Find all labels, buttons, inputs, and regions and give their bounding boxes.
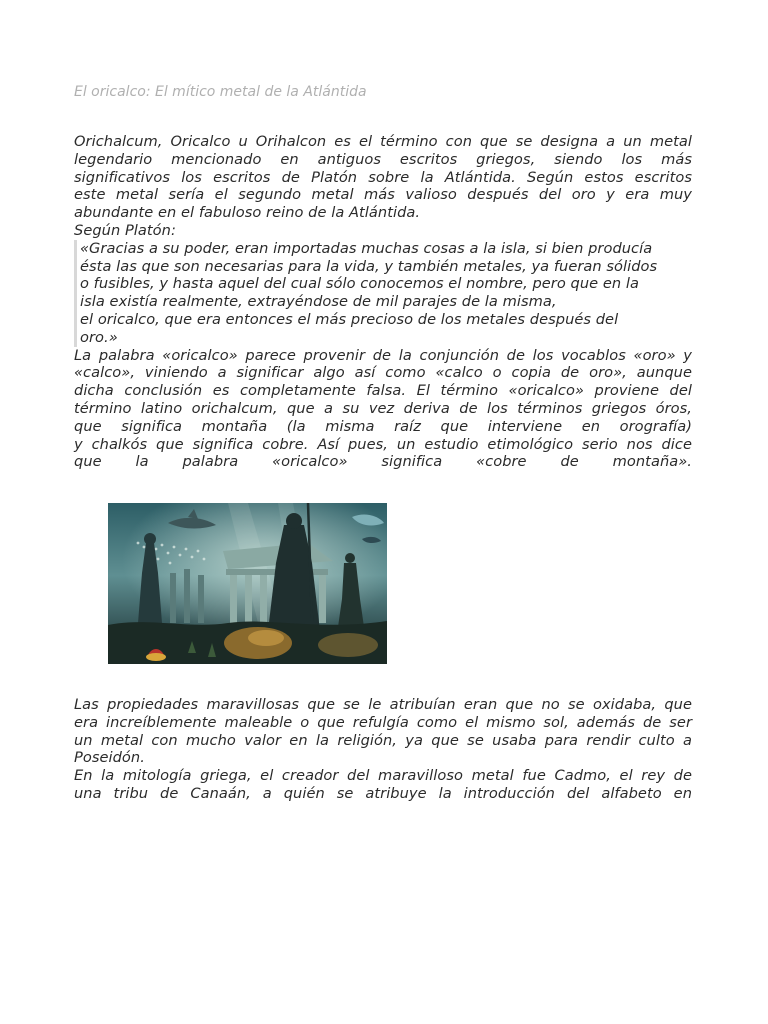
paragraph-line: Poseidón. xyxy=(74,749,145,767)
quote-line: «Gracias a su poder, eran importadas muchas cosas a la isla, si bien producía xyxy=(80,239,653,257)
paragraph-line: Orichalcum, Oricalco u Orihalcon es el término con que se designa a un metal xyxy=(74,133,692,150)
paragraph-line: significativos los escritos de Platón sobre la Atlántida. Según estos escritos xyxy=(74,168,692,186)
paragraph-line: Las propiedades maravillosas que se le atribuían eran que no se oxidaba, que xyxy=(74,696,692,713)
quote-line: o fusibles, y hasta aquel del cual sólo conocemos el nombre, pero que en la xyxy=(80,275,639,293)
platon-quote xyxy=(74,240,692,347)
quote-line: oro.» xyxy=(80,328,118,346)
document-body-top xyxy=(74,133,692,471)
document-title: El oricalco: El mítico metal de la Atlántida xyxy=(74,84,367,100)
paragraph-line: «calco», viniendo a significar algo así como «calco o copia de oro», aunque xyxy=(74,364,692,382)
paragraph-line: este metal sería el segundo metal más valioso después del oro y era muy xyxy=(74,186,692,204)
paragraph-line: un metal con mucho valor en la religión, ya que se usaba para rendir culto a xyxy=(74,731,692,749)
quote-line: el oricalco, que era entonces el más precioso de los metales después del xyxy=(80,310,619,328)
paragraph-line: dicha conclusión es completamente falsa. El término «oricalco» proviene del xyxy=(74,382,692,400)
paragraph-line: abundante en el fabuloso reino de la Atlántida. xyxy=(74,204,421,222)
paragraph-line: era increíblemente maleable o que refulgía como el mismo sol, además de ser xyxy=(74,713,692,731)
paragraph-line: La palabra «oricalco» parece provenir de la conjunción de los vocablos «oro» y xyxy=(74,346,692,364)
paragraph-line: En la mitología griega, el creador del maravilloso metal fue Cadmo, el rey de xyxy=(74,767,692,785)
underwater-ruins-image xyxy=(108,503,387,664)
quote-line: isla existía realmente, extrayéndose de mil parajes de la misma, xyxy=(80,293,557,311)
paragraph-line: que significa montaña (la misma raíz que interviene en orografía) xyxy=(74,417,692,435)
paragraph-line: término latino orichalcum, que a su vez deriva de los términos griegos óros, xyxy=(74,399,692,417)
paragraph-line: y chalkós que significa cobre. Así pues, un estudio etimológico serio nos dice xyxy=(74,435,692,453)
quote-intro: Según Platón: xyxy=(74,221,176,239)
paragraph-line: una tribu de Canaán, a quién se atribuye la introducción del alfabeto en xyxy=(74,784,692,802)
document-body-bottom xyxy=(74,696,692,803)
quote-line: ésta las que son necesarias para la vida, y también metales, ya fueran sólidos xyxy=(80,257,658,275)
document-page xyxy=(74,0,692,1024)
atlantis-illustration xyxy=(108,503,387,664)
paragraph-line: legendario mencionado en antiguos escritos griegos, siendo los más xyxy=(74,150,692,168)
paragraph-line: que la palabra «oricalco» significa «cobre de montaña». xyxy=(74,453,692,471)
